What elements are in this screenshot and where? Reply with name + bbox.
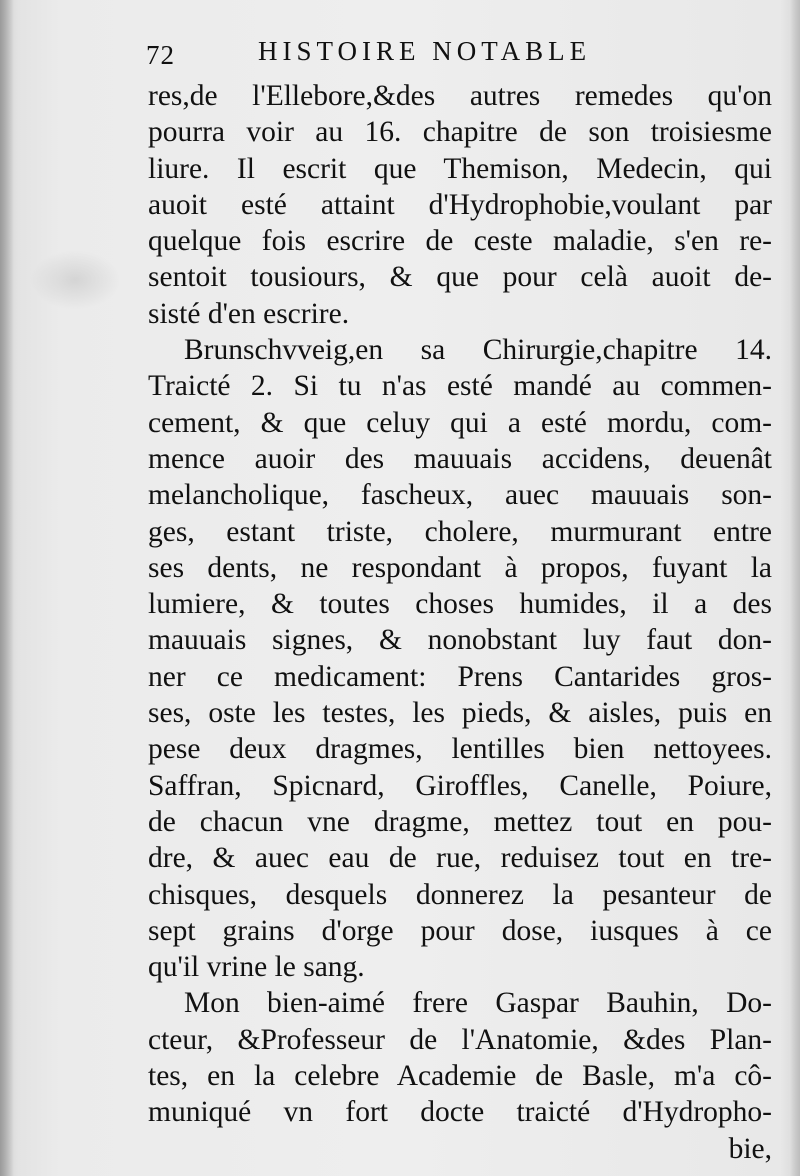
text-line: auoit esté attaint d'Hydrophobie,voulant par <box>148 188 772 221</box>
text-line: ner ce medicament: Prens Cantarides gros- <box>148 660 772 693</box>
text-line: sentoit tousiours, & que pour celà auoit de- <box>148 261 772 294</box>
text-line: pourra voir au 16. chapitre de son troisiesme <box>148 116 772 149</box>
text-line: Saffran, Spicnard, Giroffles, Canelle, Poiure, <box>148 769 772 802</box>
text-line: lumiere, & toutes choses humides, il a des <box>148 588 772 621</box>
text-line: Mon bien-aimé frere Gaspar Bauhin, Do- <box>184 987 772 1020</box>
text-line: cteur, &Professeur de l'Anatomie, &des Plan- <box>148 1023 772 1056</box>
text-line: Traicté 2. Si tu n'as esté mandé au commen- <box>148 370 772 403</box>
page-header <box>146 36 666 78</box>
text-line: liure. Il escrit que Themison, Medecin, qui <box>148 152 772 185</box>
text-line: dre, & auec eau de rue, reduisez tout en tre- <box>148 842 772 875</box>
text-line: quelque fois escrire de ceste maladie, s'en re- <box>148 225 772 258</box>
text-line: qu'il vrine le sang. <box>148 951 365 984</box>
text-line: sisté d'en escrire. <box>148 297 350 330</box>
text-line: muniqué vn fort docte traicté d'Hydropho- <box>148 1096 772 1129</box>
running-head: HISTOIRE NOTABLE <box>258 36 592 66</box>
ink-bleed-through <box>30 250 120 310</box>
text-line: melancholique, fascheux, auec mauuais son- <box>148 479 772 512</box>
catchword-line: bie, <box>728 1132 772 1165</box>
text-line: mauuais signes, & nonobstant luy faut don- <box>148 624 772 657</box>
page-edge <box>790 0 800 1176</box>
text-line: de chacun vne dragme, mettez tout en pou- <box>148 805 772 838</box>
text-line: Brunschvveig,en sa Chirurgie,chapitre 14. <box>184 334 772 367</box>
text-line: sept grains d'orge pour dose, iusques à ce <box>148 914 772 947</box>
page-number: 72 <box>146 40 175 70</box>
text-line: cement, & que celuy qui a esté mordu, com- <box>148 406 772 439</box>
text-line: mence auoir des mauuais accidens, deuenât <box>148 442 772 475</box>
gutter-shadow <box>0 0 14 1176</box>
text-line: ses, oste les testes, les pieds, & aisles, puis en <box>148 697 772 730</box>
body-text <box>148 78 772 1167</box>
text-line: tes, en la celebre Academie de Basle, m'a cô- <box>148 1060 772 1093</box>
text-line: chisques, desquels donnerez la pesanteur de <box>148 878 772 911</box>
text-line: pese deux dragmes, lentilles bien nettoyees. <box>148 733 772 766</box>
text-line: ges, estant triste, cholere, murmurant entre <box>148 515 772 548</box>
text-line: ses dents, ne respondant à propos, fuyant la <box>148 551 772 584</box>
text-line: res,de l'Ellebore,&des autres remedes qu'on <box>148 80 772 112</box>
